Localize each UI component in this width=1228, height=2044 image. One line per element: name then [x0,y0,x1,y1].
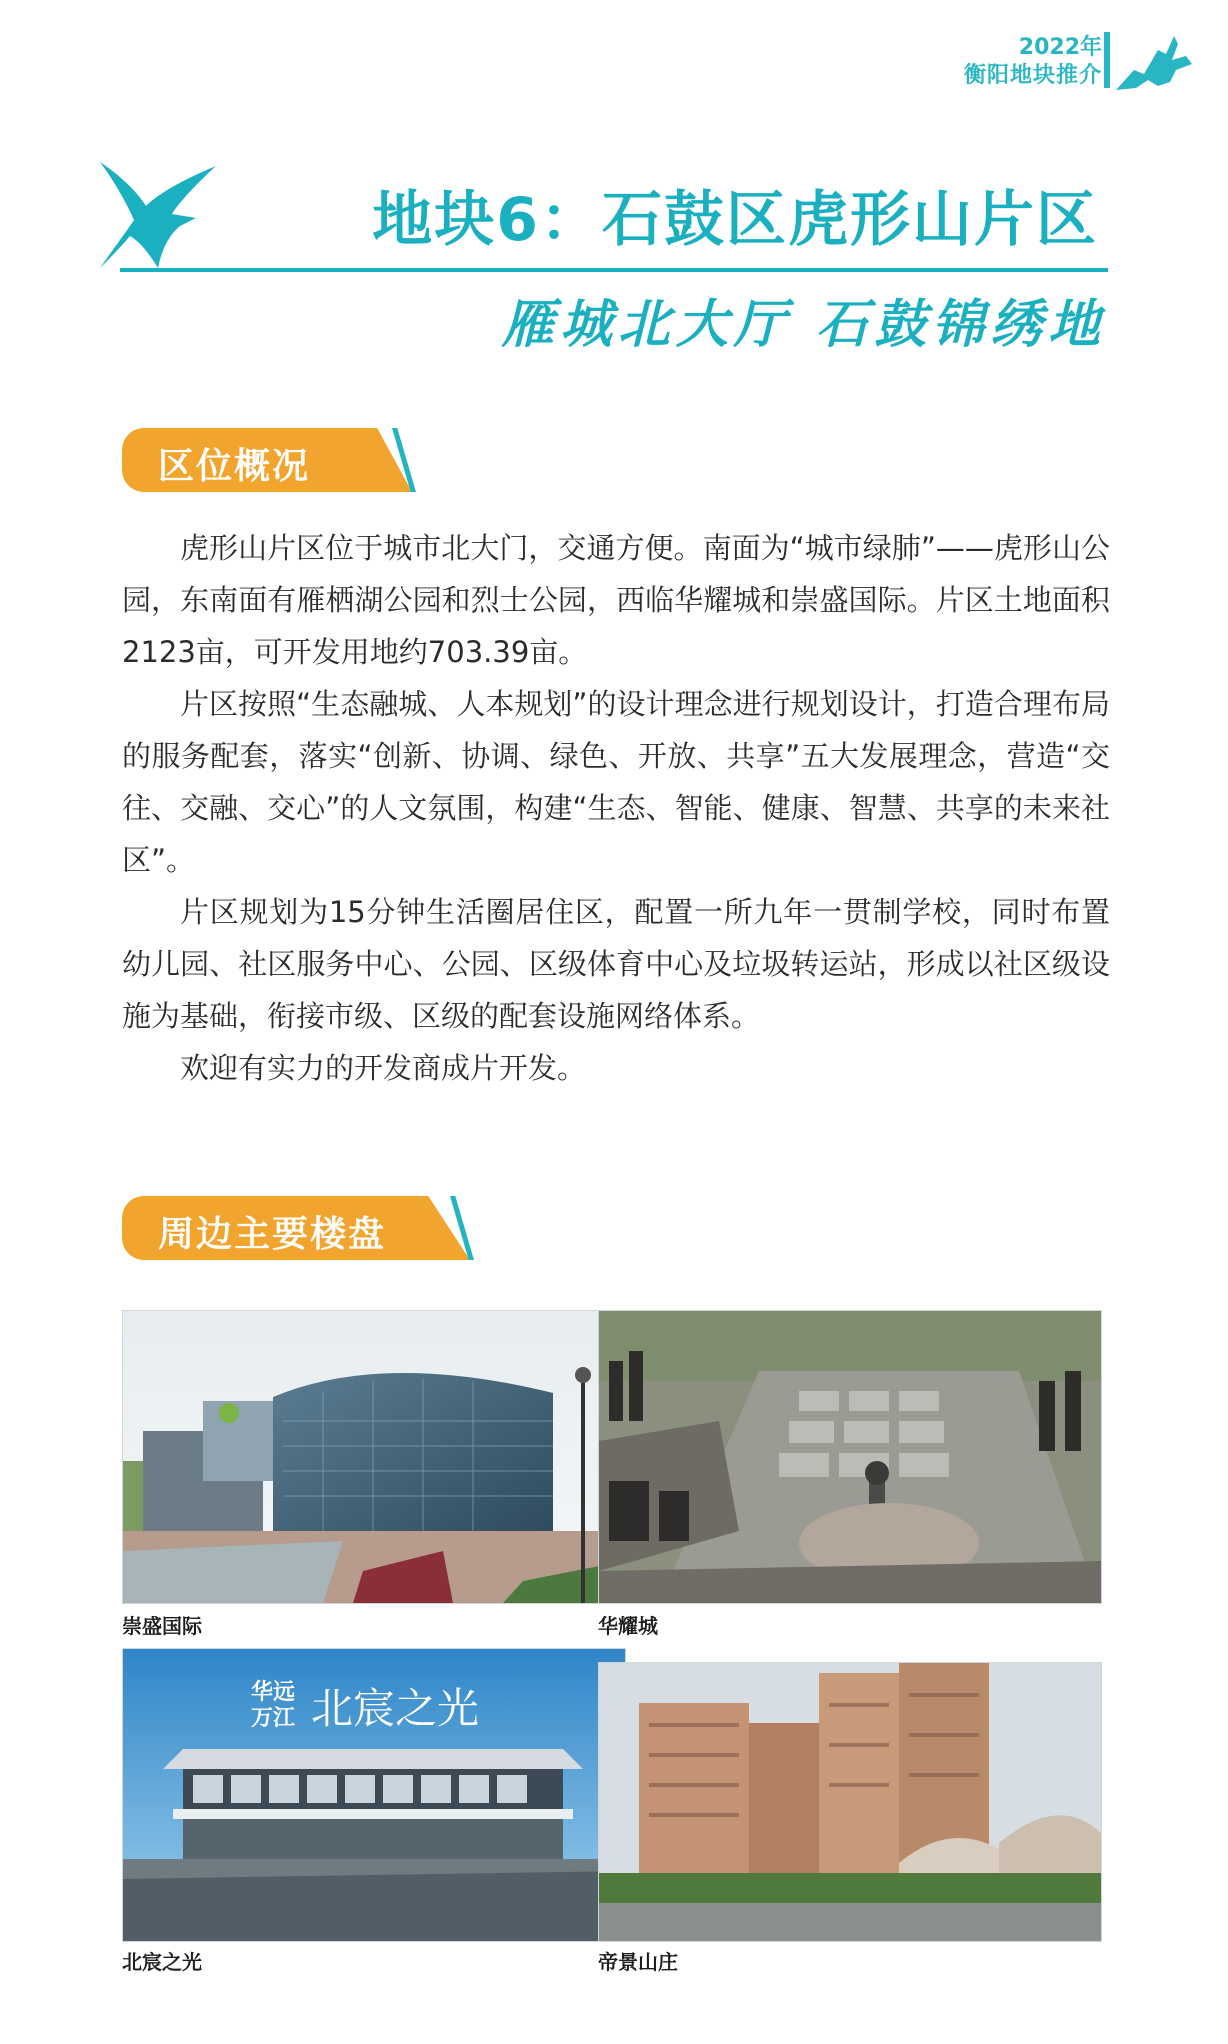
location-description [122,522,1110,1094]
photo-caption: 崇盛国际 [122,1614,202,1638]
paragraph: 虎形山片区位于城市北大门，交通方便。南面为“城市绿肺”——虎形山公园，东南面有雁栖湖公园和烈士公园，西临华耀城和崇盛国际。片区土地面积2123亩，可开发用地约703.39亩。 [122,531,1110,669]
sign-brand-top: 华远 [251,1680,296,1705]
header-year: 2022年 [1018,35,1102,60]
page-subtitle: 雁城北大厅 石鼓锦绣地 [501,294,1106,355]
paragraph: 欢迎有实力的开发商成片开发。 [180,1051,587,1085]
paragraph: 片区按照“生态融城、人本规划”的设计理念进行规划设计，打造合理布局的服务配套，落实“创新、协调、绿色、开放、共享”五大发展理念，营造“交往、交融、交心”的人文氛围，构建“生态、智能、健康、智慧、共享的未来社区”。 [122,687,1110,877]
header-divider [1104,32,1110,88]
photo-beichen [122,1648,626,1942]
photo-dijing [598,1662,1102,1942]
section-label-location: 区位概况 [158,446,311,487]
sign-project-name: 北宸之光 [311,1684,480,1733]
photo-caption: 华耀城 [598,1614,658,1638]
paragraph: 片区规划为15分钟生活圈居住区，配置一所九年一贯制学校，同时布置幼儿园、社区服务中心、公园、区级体育中心及垃圾转运站，形成以社区级设施为基础，衔接市级、区级的配套设施网络体系。 [122,895,1110,1033]
header-series-title: 衡阳地块推介 [963,63,1102,88]
section-tab-nearby [122,1196,470,1260]
crane-logo-icon [1114,30,1194,96]
section-label-nearby: 周边主要楼盘 [158,1214,387,1255]
sign-brand-bottom: 万江 [251,1706,296,1731]
photo-caption: 北宸之光 [122,1950,202,1974]
crane-title-icon [96,156,222,274]
title-underline [120,268,1108,272]
photo-caption: 帝景山庄 [598,1950,678,1974]
section-tab-location [122,428,412,492]
page-title: 地块6：石鼓区虎形山片区 [372,185,1098,255]
photo-huayao [598,1310,1102,1604]
photo-chongsheng [122,1310,626,1604]
